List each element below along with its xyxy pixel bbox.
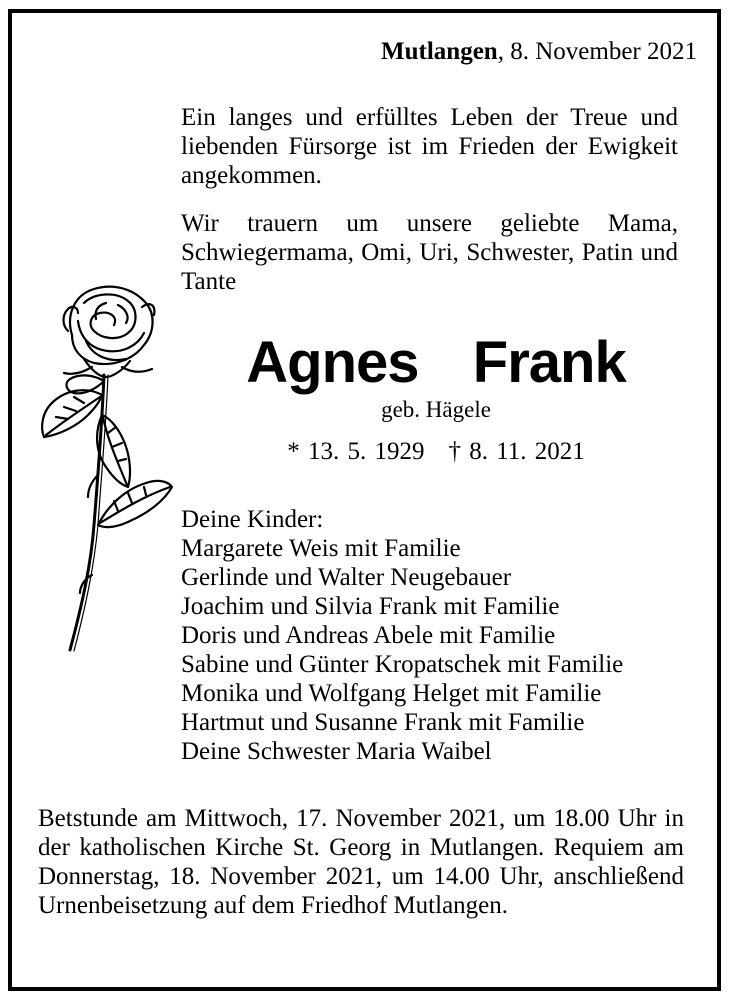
mourning-text: Wir trauern um unsere geliebte Mama, Schwiegermama, Omi, Uri, Schwester, Patin und Tante [181, 210, 678, 295]
service-info: Betstunde am Mittwoch, 17. November 2021, um 18.00 Uhr in der katholischen Kirche St. Georg in Mutlangen. Requiem am Donnerstag, 18. November 2021, um 14.00 Uhr, anschließend Urnenbeisetzung auf dem Friedhof Mutlangen. [38, 805, 684, 919]
mourner-line: Sabine und Günter Kropatschek mit Familie [181, 651, 624, 678]
birth-name: geb. Hägele [381, 397, 491, 422]
death-date: † 8. 11. 2021 [448, 438, 585, 465]
mourners-list [181, 505, 623, 766]
rose-icon [22, 275, 182, 665]
deceased-name: Agnes Frank [246, 330, 626, 395]
mourner-line: Doris und Andreas Abele mit Familie [181, 622, 556, 649]
mourner-line: Hartmut und Susanne Frank mit Familie [181, 709, 585, 736]
mourner-line: Margarete Weis mit Familie [181, 535, 461, 562]
life-dates [181, 436, 691, 468]
mourner-line: Gerlinde und Walter Neugebauer [181, 564, 512, 591]
intro-text: Ein langes und erfülltes Leben der Treue und liebenden Fürsorge ist im Frieden der Ewigkeit angekommen. [181, 104, 678, 189]
dateline-place: Mutlangen [381, 38, 498, 65]
dateline [381, 37, 697, 67]
dateline-date: , 8. November 2021 [497, 38, 697, 65]
mourner-line: Deine Kinder: [181, 506, 324, 533]
mourner-line: Deine Schwester Maria Waibel [181, 738, 492, 765]
mourner-line: Joachim und Silvia Frank mit Familie [181, 593, 560, 620]
birth-date: * 13. 5. 1929 [287, 438, 425, 465]
mourner-line: Monika und Wolfgang Helget mit Familie [181, 680, 602, 707]
